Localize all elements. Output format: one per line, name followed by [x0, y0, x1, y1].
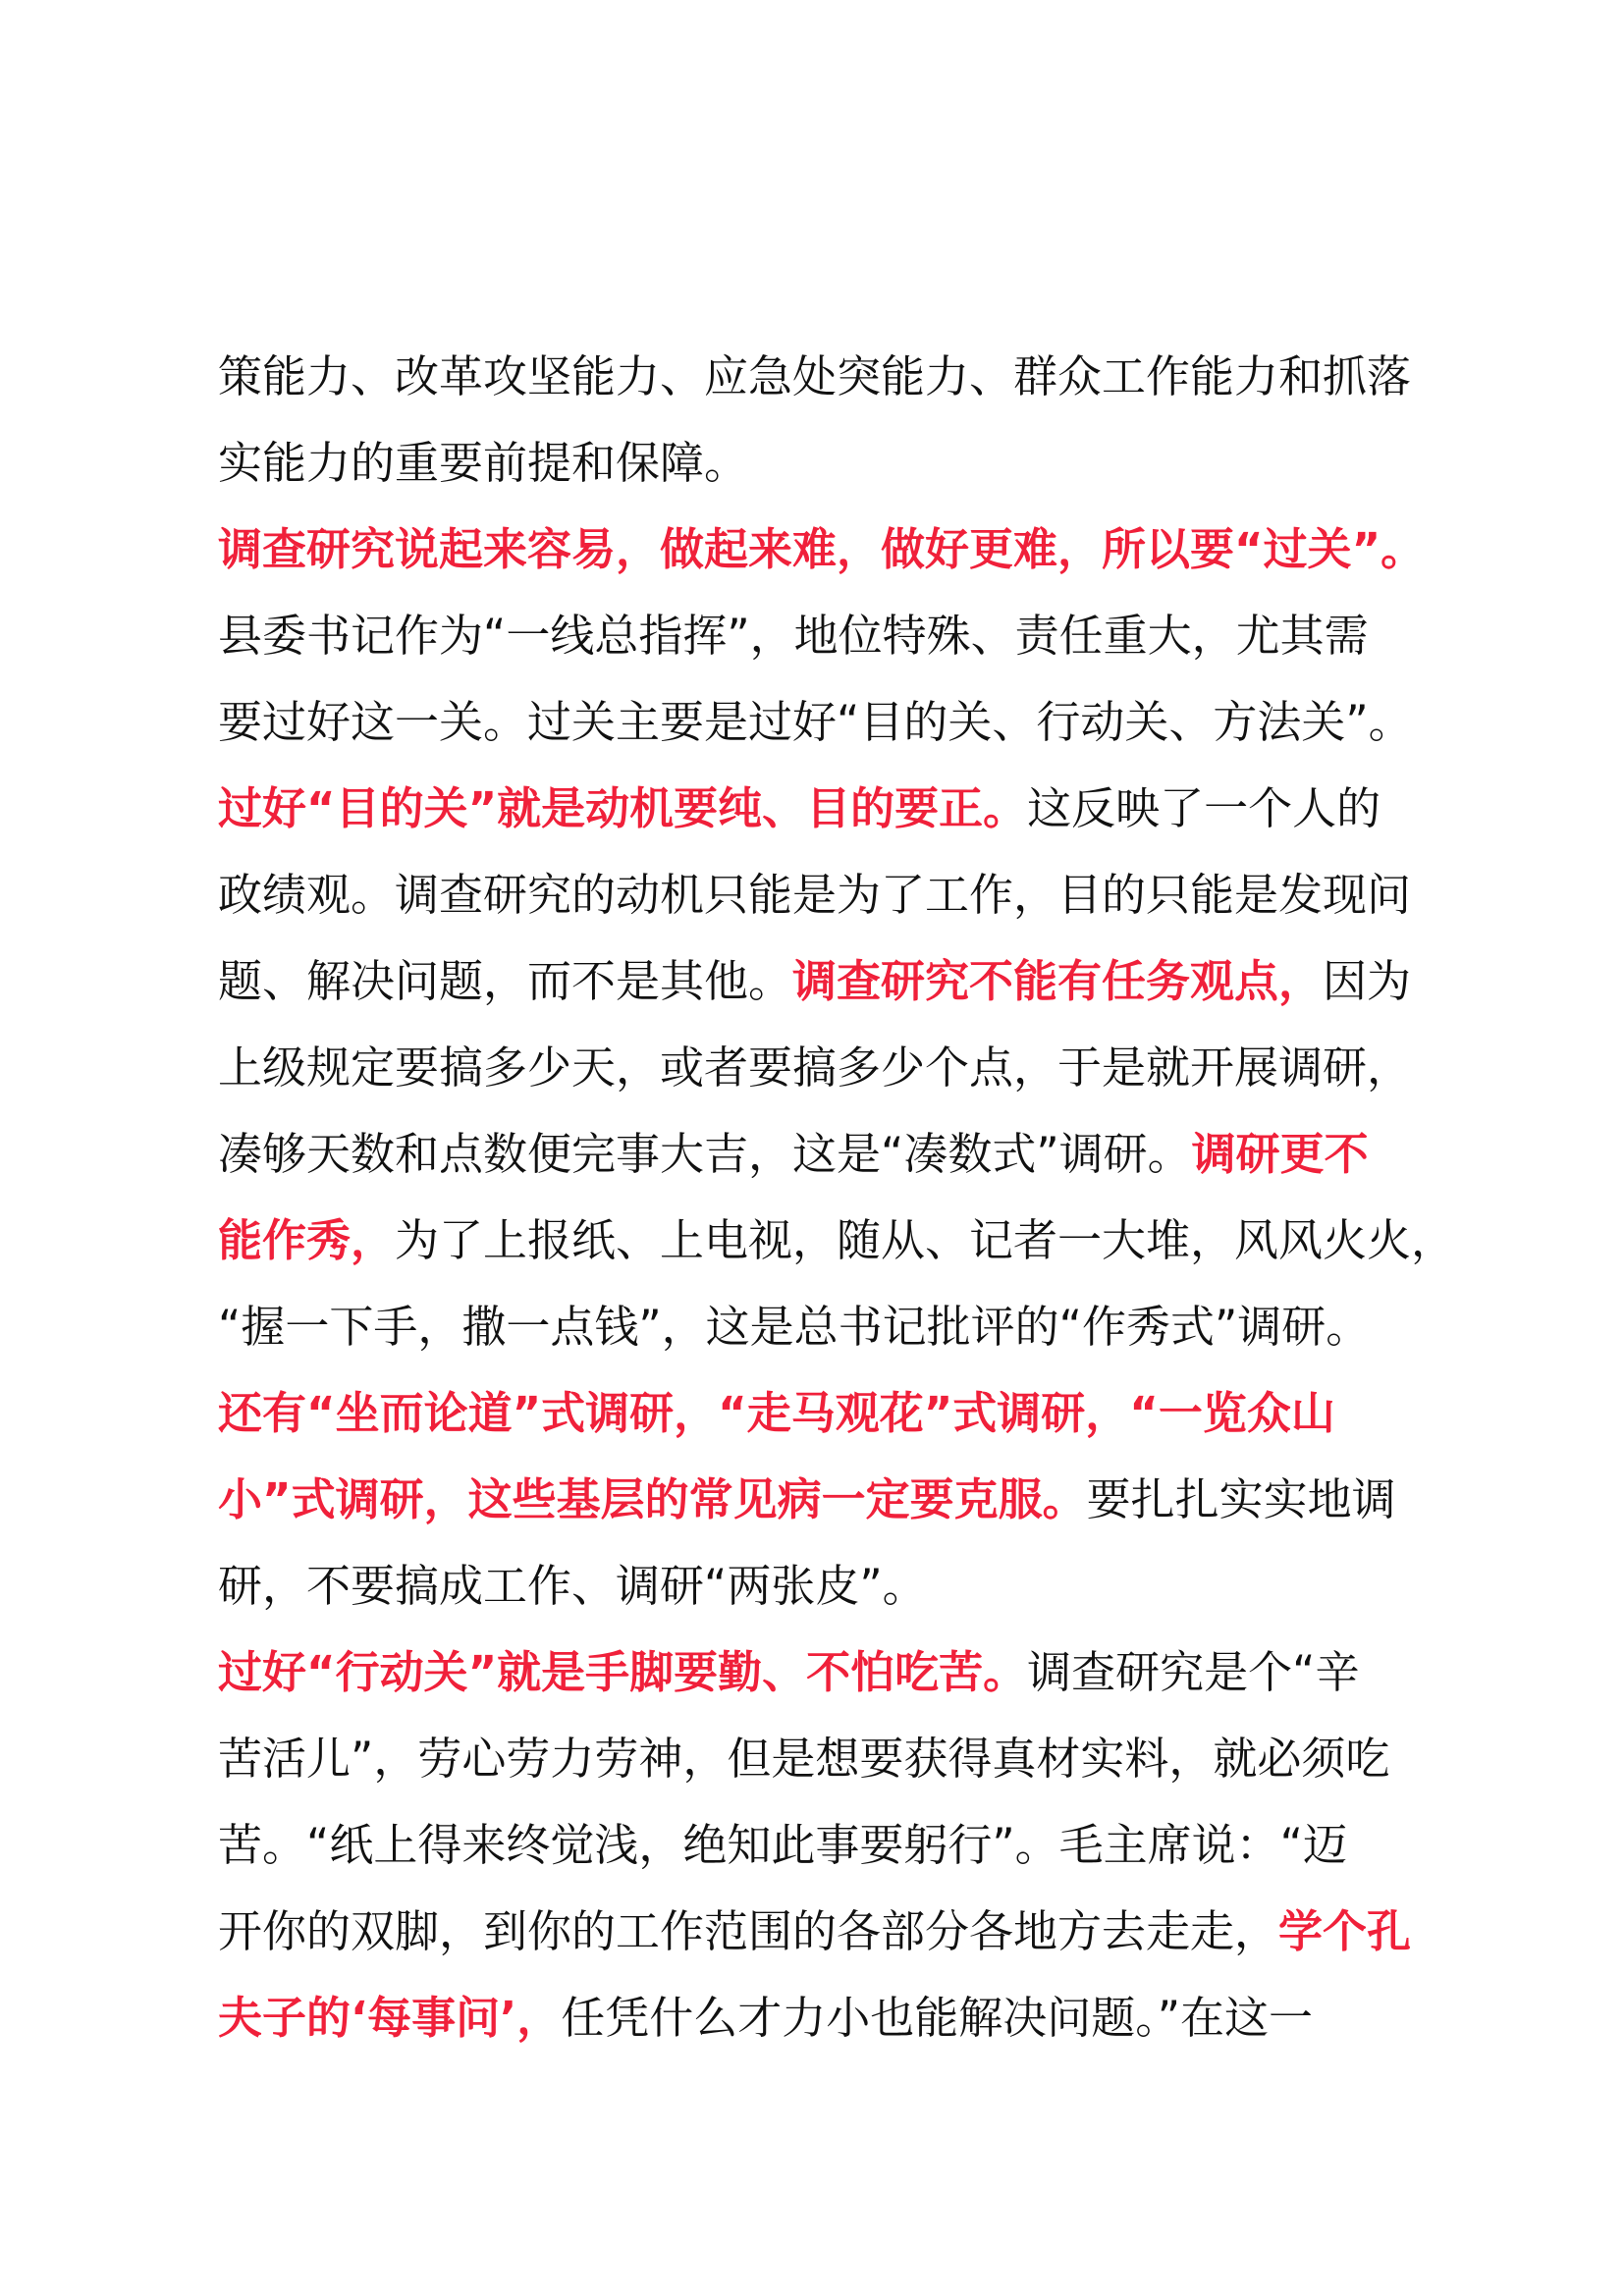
- body-text: 苦。“纸上得来终觉浅，绝知此事要躬行”。毛主席说：“迈: [218, 1819, 1347, 1871]
- body-text: 政绩观。调查研究的动机只能是为了工作，目的只能是发现问: [218, 869, 1412, 921]
- text-line: [218, 766, 1435, 852]
- body-text: 策能力、改革攻坚能力、应急处突能力、群众工作能力和抓落: [218, 350, 1412, 402]
- body-text: 要扎扎实实地调: [1086, 1473, 1396, 1525]
- body-text: 研，不要搞成工作、调研“两张皮”。: [218, 1560, 927, 1612]
- text-line: [218, 1543, 1435, 1629]
- text-line: [218, 1284, 1435, 1370]
- text-line: [218, 1802, 1435, 1889]
- highlighted-text: 夫子的‘每事问’，: [218, 1992, 562, 2044]
- text-line: [218, 1716, 1435, 1802]
- body-text: 凑够天数和点数便完事大吉，这是“凑数式”调研。: [218, 1128, 1192, 1180]
- body-text: 实能力的重要前提和保障。: [218, 437, 749, 489]
- body-text: 县委书记作为“一线总指挥”，地位特殊、责任重大，尤其需: [218, 610, 1369, 662]
- text-line: [218, 1370, 1435, 1457]
- body-text: 因为: [1323, 955, 1412, 1007]
- body-text: 为了上报纸、上电视，随从、记者一大堆，风风火火，: [395, 1214, 1456, 1266]
- body-text: 题、解决问题，而不是其他。: [218, 955, 793, 1007]
- text-line: [218, 420, 1435, 507]
- highlighted-text: 过好“行动关”就是手脚要勤、不怕吃苦。: [218, 1646, 1028, 1698]
- text-line: [218, 1975, 1435, 2061]
- highlighted-text: 还有“坐而论道”式调研，“走马观花”式调研，“一览众山: [218, 1387, 1335, 1439]
- body-text: 要过好这一关。过关主要是过好“目的关、行动关、方法关”。: [218, 696, 1413, 748]
- text-line: [218, 1457, 1435, 1543]
- body-text: 上级规定要搞多少天，或者要搞多少个点，于是就开展调研，: [218, 1041, 1412, 1094]
- highlighted-text: 小”式调研，这些基层的常见病一定要克服。: [218, 1473, 1087, 1525]
- highlighted-text: 学个孔: [1278, 1905, 1412, 1957]
- highlighted-text: 过好“目的关”就是动机要纯、目的要正。: [218, 782, 1028, 834]
- highlighted-text: 调查研究不能有任务观点，: [792, 955, 1324, 1007]
- text-line: [218, 1198, 1456, 1284]
- text-line: [218, 938, 1435, 1025]
- text-line: [218, 593, 1435, 679]
- text-line: [218, 1111, 1435, 1198]
- text-line: [218, 334, 1435, 420]
- text-line: [218, 852, 1435, 938]
- body-text: “握一下手，撒一点钱”，这是总书记批评的“作秀式”调研。: [218, 1301, 1371, 1353]
- highlighted-text: 调研更不: [1191, 1128, 1369, 1180]
- text-line: [218, 1025, 1435, 1111]
- text-line: [218, 1889, 1435, 1975]
- body-text: 苦活儿”，劳心劳力劳神，但是想要获得真材实料，就必须吃: [218, 1733, 1390, 1785]
- highlighted-text: 能作秀，: [218, 1214, 396, 1266]
- text-line: [218, 1629, 1435, 1716]
- document-body-text: [218, 334, 1456, 2061]
- body-text: 这反映了一个人的: [1027, 782, 1381, 834]
- body-text: 开你的双脚，到你的工作范围的各部分各地方去走走，: [218, 1905, 1279, 1957]
- body-text: 任凭什么才力小也能解决问题。”在这一: [561, 1992, 1314, 2044]
- body-text: 调查研究是个“辛: [1027, 1646, 1360, 1698]
- text-line: [218, 507, 1435, 593]
- highlighted-text: 调查研究说起来容易，做起来难，做好更难，所以要“过关”。: [218, 523, 1426, 575]
- text-line: [218, 679, 1435, 766]
